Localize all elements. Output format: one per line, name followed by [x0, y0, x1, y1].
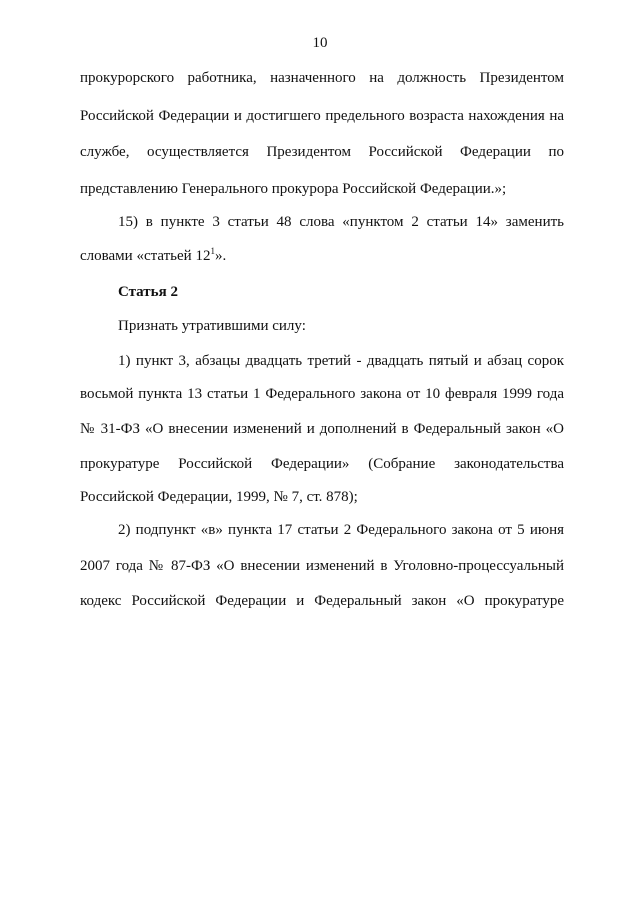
page-number: 10 — [312, 35, 328, 51]
text-line-with-superscript — [80, 247, 564, 265]
text-line: 2007 года № 87-ФЗ «О внесении изменений в Уголовно-процессуальный — [80, 558, 564, 574]
text-line: восьмой пункта 13 статьи 1 Федерального закона от 10 февраля 1999 года — [80, 386, 564, 402]
text-line: № 31-ФЗ «О внесении изменений и дополнений в Федеральный закон «О — [80, 421, 564, 437]
text-fragment: ». — [214, 248, 227, 264]
text-line: Признать утратившими силу: — [118, 318, 306, 334]
article-heading: Статья 2 — [118, 284, 178, 300]
text-line: Российской Федерации и достигшего предельного возраста нахождения на — [80, 108, 564, 124]
text-line: службе, осуществляется Президентом Российской Федерации по — [80, 144, 564, 160]
text-line: кодекс Российской Федерации и Федеральный закон «О прокуратуре — [80, 593, 564, 609]
text-line: 15) в пункте 3 статьи 48 слова «пунктом 2 статьи 14» заменить — [118, 214, 564, 230]
superscript: 1 — [210, 246, 215, 256]
text-line: 1) пункт 3, абзацы двадцать третий - двадцать пятый и абзац сорок — [118, 353, 564, 369]
text-line: прокурорского работника, назначенного на должность Президентом — [80, 70, 564, 86]
text-fragment: словами «статьей 12 — [80, 248, 211, 264]
text-line: 2) подпункт «в» пункта 17 статьи 2 Федерального закона от 5 июня — [118, 522, 564, 538]
text-line: прокуратуре Российской Федерации» (Собрание законодательства — [80, 456, 564, 472]
text-line: Российской Федерации, 1999, № 7, ст. 878); — [80, 489, 358, 505]
text-line: представлению Генерального прокурора Российской Федерации.»; — [80, 181, 507, 197]
